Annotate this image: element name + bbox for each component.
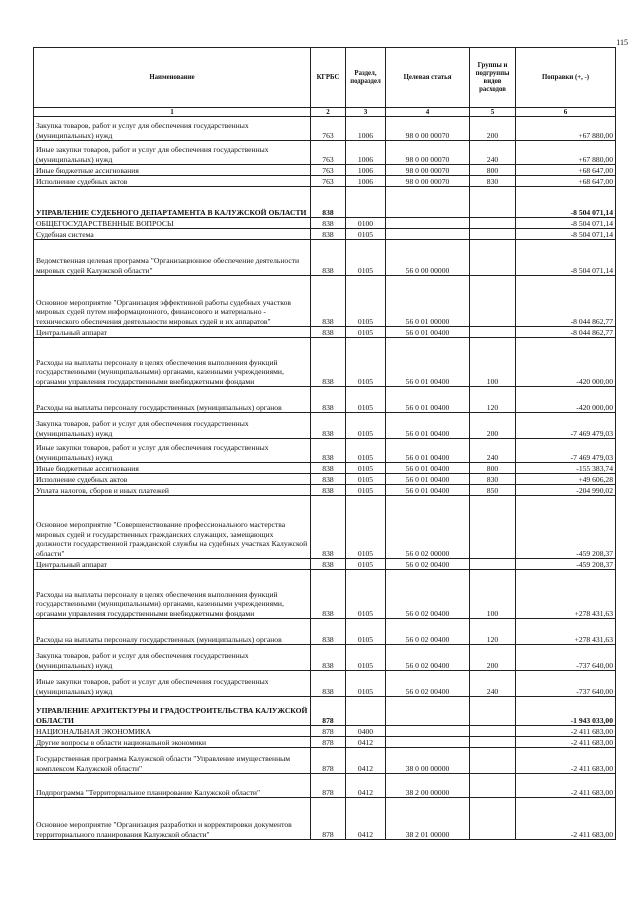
row-target-cell: 56 0 01 00400 [386, 387, 470, 413]
row-group-cell [470, 496, 516, 559]
row-kgrbs-cell: 838 [311, 474, 346, 485]
table-row [34, 176, 616, 187]
row-group-cell: 240 [470, 439, 516, 463]
row-section-cell: 0105 [346, 439, 386, 463]
row-amount-cell: +49 606,28 [516, 474, 616, 485]
row-kgrbs-cell: 838 [311, 387, 346, 413]
row-amount-cell: -737 640,00 [516, 645, 616, 671]
table-row [34, 141, 616, 165]
row-kgrbs-cell: 878 [311, 798, 346, 840]
row-kgrbs-cell: 878 [311, 726, 346, 737]
row-target-cell: 56 0 02 00000 [386, 496, 470, 559]
row-group-cell [470, 697, 516, 726]
header-target: Целевая статья [386, 48, 470, 108]
row-target-cell: 56 0 01 00400 [386, 338, 470, 387]
row-kgrbs-cell: 838 [311, 619, 346, 645]
row-group-cell: 200 [470, 645, 516, 671]
table-row [34, 559, 616, 570]
row-group-cell [470, 187, 516, 218]
row-section-cell: 0105 [346, 413, 386, 439]
row-section-cell: 0105 [346, 276, 386, 327]
row-target-cell [386, 229, 470, 240]
table-row [34, 474, 616, 485]
row-name-cell: Расходы на выплаты персоналу государственных (муниципальных) органов [34, 387, 311, 413]
header-amendments: Поправки (+, -) [516, 48, 616, 108]
row-kgrbs-cell: 838 [311, 218, 346, 229]
row-section-cell: 1006 [346, 176, 386, 187]
row-amount-cell: -737 640,00 [516, 671, 616, 697]
table-row [34, 798, 616, 840]
row-group-cell: 100 [470, 338, 516, 387]
row-amount-cell: +67 880,00 [516, 117, 616, 141]
table-row [34, 671, 616, 697]
column-number: 3 [346, 108, 386, 117]
row-name-cell: Иные закупки товаров, работ и услуг для обеспечения государственных (муниципальных) нужд [34, 439, 311, 463]
table-row [34, 645, 616, 671]
row-section-cell: 0105 [346, 671, 386, 697]
row-name-cell: Подпрограмма "Территориальное планирование Калужской области" [34, 774, 311, 798]
row-section-cell: 0105 [346, 463, 386, 474]
row-section-cell: 0105 [346, 474, 386, 485]
row-group-cell: 830 [470, 176, 516, 187]
row-section-cell: 0400 [346, 726, 386, 737]
row-kgrbs-cell: 838 [311, 559, 346, 570]
row-section-cell: 0412 [346, 774, 386, 798]
row-group-cell: 200 [470, 117, 516, 141]
row-section-cell: 0412 [346, 748, 386, 774]
column-number: 2 [311, 108, 346, 117]
table-row [34, 229, 616, 240]
row-section-cell: 0105 [346, 570, 386, 619]
row-group-cell: 200 [470, 413, 516, 439]
row-amount-cell: -2 411 683,00 [516, 748, 616, 774]
row-section-cell: 0412 [346, 798, 386, 840]
table-row [34, 570, 616, 619]
row-kgrbs-cell: 838 [311, 463, 346, 474]
budget-table [33, 47, 616, 840]
table-row [34, 697, 616, 726]
header-groups: Группы и подгруппы видов расходов [470, 48, 516, 108]
row-amount-cell: +67 880,00 [516, 141, 616, 165]
row-amount-cell: -7 469 479,03 [516, 413, 616, 439]
row-amount-cell: -2 411 683,00 [516, 774, 616, 798]
row-target-cell: 98 0 00 00070 [386, 141, 470, 165]
column-number: 4 [386, 108, 470, 117]
row-group-cell: 120 [470, 619, 516, 645]
row-kgrbs-cell: 838 [311, 413, 346, 439]
row-kgrbs-cell: 878 [311, 748, 346, 774]
header-kgrbs: КГРБС [311, 48, 346, 108]
row-kgrbs-cell: 838 [311, 671, 346, 697]
row-amount-cell: -459 208,37 [516, 496, 616, 559]
row-name-cell: Судебная система [34, 229, 311, 240]
row-target-cell: 56 0 01 00000 [386, 276, 470, 327]
row-group-cell: 800 [470, 463, 516, 474]
row-name-cell: Расходы на выплаты персоналу государственных (муниципальных) органов [34, 619, 311, 645]
row-target-cell: 56 0 02 00400 [386, 619, 470, 645]
table-row [34, 338, 616, 387]
row-target-cell: 38 2 00 00000 [386, 774, 470, 798]
column-number: 5 [470, 108, 516, 117]
row-group-cell [470, 218, 516, 229]
row-amount-cell: -459 208,37 [516, 559, 616, 570]
row-name-cell: ОБЩЕГОСУДАРСТВЕННЫЕ ВОПРОСЫ [34, 218, 311, 229]
row-group-cell: 800 [470, 165, 516, 176]
row-group-cell: 240 [470, 141, 516, 165]
row-target-cell: 56 0 01 00400 [386, 463, 470, 474]
row-name-cell: УПРАВЛЕНИЕ СУДЕБНОГО ДЕПАРТАМЕНТА В КАЛУЖСКОЙ ОБЛАСТИ [34, 187, 311, 218]
row-name-cell: Иные бюджетные ассигнования [34, 165, 311, 176]
row-name-cell: Основное мероприятие "Организация разработки и корректировки документов территориального планирования Калужской области" [34, 798, 311, 840]
row-group-cell: 240 [470, 671, 516, 697]
row-section-cell: 0105 [346, 559, 386, 570]
row-group-cell [470, 240, 516, 276]
row-name-cell: Закупка товаров, работ и услуг для обеспечения государственных (муниципальных) нужд [34, 645, 311, 671]
row-group-cell [470, 748, 516, 774]
row-amount-cell: -155 383,74 [516, 463, 616, 474]
row-kgrbs-cell: 878 [311, 697, 346, 726]
row-target-cell: 38 0 00 00000 [386, 748, 470, 774]
row-amount-cell: -8 504 071,14 [516, 240, 616, 276]
row-amount-cell: -420 000,00 [516, 387, 616, 413]
row-kgrbs-cell: 763 [311, 165, 346, 176]
table-row [34, 748, 616, 774]
row-target-cell: 56 0 01 00400 [386, 439, 470, 463]
row-target-cell: 56 0 01 00400 [386, 413, 470, 439]
row-target-cell: 56 0 01 00400 [386, 327, 470, 338]
row-name-cell: Ведомственная целевая программа "Организационное обеспечение деятельности мировых судей Калужской области" [34, 240, 311, 276]
row-group-cell [470, 774, 516, 798]
row-name-cell: Расходы на выплаты персоналу в целях обеспечения выполнения функций государственными (муниципальными) органами, казенными учреждениями, органами управления государственными внебюджетными фондами [34, 338, 311, 387]
row-section-cell: 0105 [346, 338, 386, 387]
row-amount-cell: -2 411 683,00 [516, 737, 616, 748]
row-kgrbs-cell: 838 [311, 645, 346, 671]
row-target-cell: 98 0 00 00070 [386, 176, 470, 187]
table-row [34, 165, 616, 176]
table-row [34, 387, 616, 413]
row-name-cell: Государственная программа Калужской области "Управление имущественным комплексом Калужской области" [34, 748, 311, 774]
row-amount-cell: +278 431,63 [516, 619, 616, 645]
row-name-cell: Уплата налогов, сборов и иных платежей [34, 485, 311, 496]
header-name: Наименование [34, 48, 311, 108]
row-name-cell: Иные закупки товаров, работ и услуг для обеспечения государственных (муниципальных) нужд [34, 141, 311, 165]
row-kgrbs-cell: 838 [311, 276, 346, 327]
row-amount-cell: -7 469 479,03 [516, 439, 616, 463]
row-kgrbs-cell: 838 [311, 570, 346, 619]
row-section-cell: 1006 [346, 141, 386, 165]
row-name-cell: Основное мероприятие "Организация эффективной работы судебных участков мировых судей путем информационного, финансового и материально - технического обеспечения деятельности мировых судей и их аппаратов" [34, 276, 311, 327]
row-section-cell [346, 697, 386, 726]
row-name-cell: Исполнение судебных актов [34, 474, 311, 485]
row-amount-cell: -1 943 033,00 [516, 697, 616, 726]
row-kgrbs-cell: 838 [311, 187, 346, 218]
row-amount-cell: -8 504 071,14 [516, 218, 616, 229]
row-group-cell: 850 [470, 485, 516, 496]
row-target-cell [386, 726, 470, 737]
row-section-cell: 0105 [346, 387, 386, 413]
row-name-cell: Иные бюджетные ассигнования [34, 463, 311, 474]
row-kgrbs-cell: 838 [311, 240, 346, 276]
row-amount-cell: -2 411 683,00 [516, 798, 616, 840]
row-amount-cell: -8 504 071,14 [516, 187, 616, 218]
row-kgrbs-cell: 838 [311, 485, 346, 496]
row-group-cell [470, 327, 516, 338]
row-target-cell: 56 0 02 00400 [386, 671, 470, 697]
row-section-cell: 0105 [346, 240, 386, 276]
row-target-cell: 98 0 00 00070 [386, 165, 470, 176]
row-section-cell: 0105 [346, 496, 386, 559]
row-name-cell: Центральный аппарат [34, 327, 311, 338]
row-amount-cell: -8 504 071,14 [516, 229, 616, 240]
row-target-cell: 56 0 02 00400 [386, 570, 470, 619]
table-header-row [34, 48, 616, 108]
row-group-cell: 830 [470, 474, 516, 485]
row-group-cell [470, 737, 516, 748]
row-target-cell: 98 0 00 00070 [386, 117, 470, 141]
row-group-cell [470, 559, 516, 570]
table-row [34, 496, 616, 559]
row-name-cell: Другие вопросы в области национальной экономики [34, 737, 311, 748]
table-row [34, 218, 616, 229]
row-kgrbs-cell: 878 [311, 774, 346, 798]
row-name-cell: УПРАВЛЕНИЕ АРХИТЕКТУРЫ И ГРАДОСТРОИТЕЛЬСТВА КАЛУЖСКОЙ ОБЛАСТИ [34, 697, 311, 726]
row-kgrbs-cell: 838 [311, 338, 346, 387]
table-row [34, 774, 616, 798]
row-name-cell: НАЦИОНАЛЬНАЯ ЭКОНОМИКА [34, 726, 311, 737]
column-number: 1 [34, 108, 311, 117]
table-row [34, 485, 616, 496]
row-amount-cell: -8 044 862,77 [516, 327, 616, 338]
row-target-cell [386, 737, 470, 748]
row-target-cell: 56 0 01 00400 [386, 474, 470, 485]
row-group-cell [470, 726, 516, 737]
table-row [34, 327, 616, 338]
table-row [34, 619, 616, 645]
row-amount-cell: -8 044 862,77 [516, 276, 616, 327]
table-row [34, 240, 616, 276]
row-section-cell: 0105 [346, 327, 386, 338]
row-group-cell [470, 229, 516, 240]
row-group-cell: 120 [470, 387, 516, 413]
row-amount-cell: +68 647,00 [516, 165, 616, 176]
column-number: 6 [516, 108, 616, 117]
row-target-cell: 56 0 01 00400 [386, 485, 470, 496]
row-section-cell: 0105 [346, 619, 386, 645]
header-section: Раздел, подраздел [346, 48, 386, 108]
row-kgrbs-cell: 838 [311, 229, 346, 240]
row-name-cell: Центральный аппарат [34, 559, 311, 570]
row-name-cell: Закупка товаров, работ и услуг для обеспечения государственных (муниципальных) нужд [34, 413, 311, 439]
row-target-cell [386, 187, 470, 218]
row-kgrbs-cell: 878 [311, 737, 346, 748]
row-section-cell: 1006 [346, 117, 386, 141]
row-name-cell: Иные закупки товаров, работ и услуг для обеспечения государственных (муниципальных) нужд [34, 671, 311, 697]
row-kgrbs-cell: 838 [311, 496, 346, 559]
row-name-cell: Закупка товаров, работ и услуг для обеспечения государственных (муниципальных) нужд [34, 117, 311, 141]
row-kgrbs-cell: 763 [311, 141, 346, 165]
row-target-cell: 56 0 02 00400 [386, 645, 470, 671]
row-name-cell: Основное мероприятие "Совершенствование профессионального мастерства мировых судей и государственных гражданских служащих, замещающих должности государственной гражданской службы на судебных участках Калужской области" [34, 496, 311, 559]
row-target-cell [386, 697, 470, 726]
table-row [34, 413, 616, 439]
table-row [34, 439, 616, 463]
row-amount-cell: +278 431,63 [516, 570, 616, 619]
row-group-cell [470, 276, 516, 327]
row-kgrbs-cell: 763 [311, 117, 346, 141]
row-group-cell [470, 798, 516, 840]
table-row [34, 726, 616, 737]
table-row [34, 463, 616, 474]
row-section-cell: 1006 [346, 165, 386, 176]
row-section-cell: 0105 [346, 645, 386, 671]
table-row [34, 737, 616, 748]
row-amount-cell: -204 990,02 [516, 485, 616, 496]
table-row [34, 276, 616, 327]
row-target-cell: 56 0 02 00400 [386, 559, 470, 570]
row-section-cell [346, 187, 386, 218]
row-name-cell: Расходы на выплаты персоналу в целях обеспечения выполнения функций государственными (муниципальными) органами, казенными учреждениями, органами управления государственными внебюджетными фондами [34, 570, 311, 619]
page-number: 115 [616, 38, 628, 47]
row-kgrbs-cell: 838 [311, 327, 346, 338]
column-number-row [34, 108, 616, 117]
row-name-cell: Исполнение судебных актов [34, 176, 311, 187]
row-group-cell: 100 [470, 570, 516, 619]
row-section-cell: 0105 [346, 229, 386, 240]
row-section-cell: 0100 [346, 218, 386, 229]
row-section-cell: 0412 [346, 737, 386, 748]
row-amount-cell: +68 647,00 [516, 176, 616, 187]
row-amount-cell: -420 000,00 [516, 338, 616, 387]
table-row [34, 117, 616, 141]
row-section-cell: 0105 [346, 485, 386, 496]
row-amount-cell: -2 411 683,00 [516, 726, 616, 737]
row-target-cell: 38 2 01 00000 [386, 798, 470, 840]
row-target-cell [386, 218, 470, 229]
table-row [34, 187, 616, 218]
row-kgrbs-cell: 763 [311, 176, 346, 187]
row-target-cell: 56 0 00 00000 [386, 240, 470, 276]
table-body [34, 117, 616, 840]
row-kgrbs-cell: 838 [311, 439, 346, 463]
